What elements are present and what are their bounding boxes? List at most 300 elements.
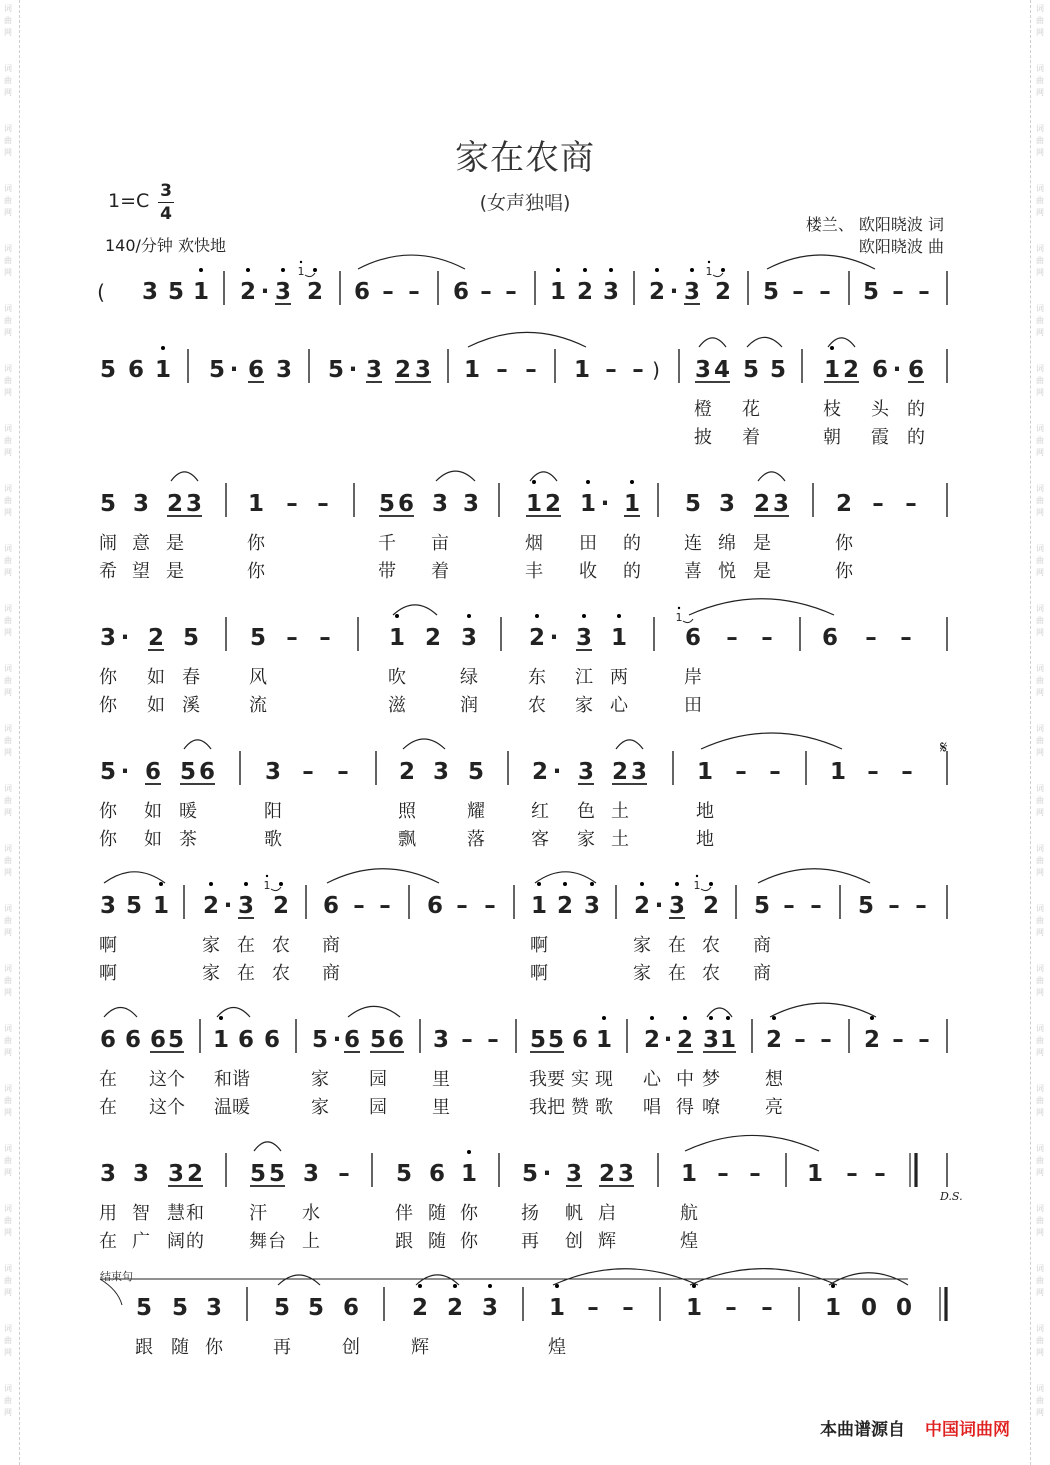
lyric-word: 再 xyxy=(521,1231,539,1252)
dot-mark: · xyxy=(542,1161,552,1187)
slur xyxy=(416,1275,459,1285)
lyric-word: 披 xyxy=(694,427,712,448)
note: 3 xyxy=(99,1161,117,1187)
lyric-word: 你 xyxy=(835,533,853,554)
lyric-word: 创 xyxy=(342,1337,360,1358)
note: 1 xyxy=(152,893,170,919)
note: 5 xyxy=(311,1027,329,1053)
dash-mark: – xyxy=(484,893,496,919)
note: 6 xyxy=(428,1161,446,1187)
lyric-word: 在 xyxy=(668,935,686,956)
watermark-char: 词 xyxy=(4,784,12,793)
dash-mark: – xyxy=(382,279,394,305)
watermark-char: 曲 xyxy=(4,436,12,445)
watermark-char: 词 xyxy=(1036,1264,1044,1273)
slur xyxy=(701,733,842,749)
watermark-char: 网 xyxy=(1036,328,1044,337)
note: 2 xyxy=(598,1161,616,1187)
dash-mark: – xyxy=(622,1295,634,1321)
watermark-char: 曲 xyxy=(1036,436,1044,445)
watermark-char: 曲 xyxy=(1036,136,1044,145)
dash-mark: – xyxy=(456,893,468,919)
dash-mark: – xyxy=(794,1027,806,1053)
dash-mark: – xyxy=(319,625,331,651)
composer-credit: 欧阳晓波 曲 xyxy=(858,237,944,256)
lyric-word: 悦 xyxy=(718,561,736,582)
note: 5 xyxy=(857,893,875,919)
note: 3 xyxy=(99,625,117,651)
lyric-word: 润 xyxy=(460,695,478,716)
note: 5 xyxy=(742,357,760,383)
note: 5 xyxy=(268,1161,286,1187)
watermark-char: 网 xyxy=(4,568,12,577)
watermark-char: 词 xyxy=(4,4,12,13)
note: 2 xyxy=(186,1161,204,1187)
lyric-word: 绿 xyxy=(460,667,478,688)
lyric-word: 客 xyxy=(531,829,549,850)
lyric-word: 你 xyxy=(460,1231,478,1252)
watermark-char: 网 xyxy=(4,808,12,817)
lyric-word: 现 xyxy=(595,1069,613,1090)
note: 3 xyxy=(431,491,449,517)
watermark-char: 网 xyxy=(1036,508,1044,517)
high-octave-dot xyxy=(609,268,613,272)
dot-mark: · xyxy=(552,759,562,785)
lyric-word: 头 xyxy=(871,399,889,420)
note: 3 xyxy=(132,1161,150,1187)
watermark-char: 曲 xyxy=(4,1156,12,1165)
watermark-char: 网 xyxy=(4,1228,12,1237)
lyric-word: 唱 xyxy=(643,1097,661,1118)
note: 1 xyxy=(696,759,714,785)
lyric-word: 耀 xyxy=(467,801,485,822)
ending-label: 结束句 xyxy=(100,1270,133,1283)
note: 2 xyxy=(394,357,412,383)
dash-mark: – xyxy=(846,1161,858,1187)
grace-high-dot xyxy=(696,875,698,877)
note: 5 xyxy=(467,759,485,785)
high-octave-dot xyxy=(395,614,399,618)
note: 3 xyxy=(702,1027,720,1053)
lyric-word: 上 xyxy=(302,1231,320,1252)
note: 2 xyxy=(147,625,165,651)
watermark-char: 曲 xyxy=(1036,16,1044,25)
grace-high-dot xyxy=(266,875,268,877)
lyric-word: 溪 xyxy=(182,695,200,716)
note: 5 xyxy=(125,893,143,919)
key-signature: 1=C xyxy=(108,190,150,212)
lyric-word: 你 xyxy=(99,801,117,822)
high-octave-dot xyxy=(209,882,213,886)
note: 1 xyxy=(680,1161,698,1187)
high-octave-dot xyxy=(709,882,713,886)
watermark-char: 曲 xyxy=(1036,856,1044,865)
dash-mark: – xyxy=(735,759,747,785)
watermark-char: 词 xyxy=(4,304,12,313)
lyric-word: 田 xyxy=(579,533,597,554)
slur xyxy=(348,1006,400,1017)
dash-mark: – xyxy=(286,625,298,651)
watermark-char: 网 xyxy=(1036,688,1044,697)
grace-note: 1 xyxy=(705,265,713,278)
lyric-word: 是 xyxy=(166,533,184,554)
note: 6 xyxy=(871,357,889,383)
dash-mark: – xyxy=(892,1027,904,1053)
lyric-word: 绵 xyxy=(718,533,736,554)
grace-note: 1 xyxy=(297,265,305,278)
slur xyxy=(747,337,782,347)
note: 1 xyxy=(212,1027,230,1053)
watermark-char: 词 xyxy=(1036,964,1044,973)
note: 5 xyxy=(208,357,226,383)
lyric-word: 在 xyxy=(237,935,255,956)
lyric-word: 枝 xyxy=(823,399,841,420)
lyric-word: 温暖 xyxy=(214,1097,250,1118)
slur xyxy=(690,1269,837,1285)
note: 5 xyxy=(395,1161,413,1187)
note: 3 xyxy=(481,1295,499,1321)
high-octave-dot xyxy=(563,882,567,886)
watermark-char: 词 xyxy=(1036,424,1044,433)
note: 5 xyxy=(378,491,396,517)
slur xyxy=(171,472,198,481)
lyric-word: 帆 xyxy=(565,1203,583,1224)
lyric-word: 园 xyxy=(369,1069,387,1090)
high-octave-dot xyxy=(246,268,250,272)
watermark-char: 曲 xyxy=(4,376,12,385)
lyric-word: 的 xyxy=(623,533,641,554)
note: 6 xyxy=(263,1027,281,1053)
note: 6 xyxy=(144,759,162,785)
watermark-char: 网 xyxy=(4,508,12,517)
note: 1 xyxy=(549,279,567,305)
note: 6 xyxy=(397,491,415,517)
note: 1 xyxy=(548,1295,566,1321)
lyricist-credit: 楼兰、 欧阳晓波 词 xyxy=(805,215,944,234)
note: 5 xyxy=(769,357,787,383)
note: 3 xyxy=(274,279,292,305)
dash-mark: – xyxy=(338,1161,350,1187)
watermark-char: 词 xyxy=(1036,184,1044,193)
note: 1 xyxy=(685,1295,703,1321)
watermark-char: 网 xyxy=(4,208,12,217)
lyric-word: 如 xyxy=(147,695,165,716)
lyric-word: 在 xyxy=(237,963,255,984)
note: 3 xyxy=(167,1161,185,1187)
watermark-char: 词 xyxy=(4,604,12,613)
watermark-char: 词 xyxy=(1036,1024,1044,1033)
dash-mark: – xyxy=(726,625,738,651)
watermark-char: 网 xyxy=(1036,748,1044,757)
lyric-word: 辉 xyxy=(411,1337,429,1358)
grace-slur xyxy=(701,887,711,891)
high-octave-dot xyxy=(655,268,659,272)
note: 5 xyxy=(99,491,117,517)
watermark-char: 网 xyxy=(4,268,12,277)
note: 6 xyxy=(198,759,216,785)
high-octave-dot xyxy=(418,1284,422,1288)
note: 3 xyxy=(602,279,620,305)
note: 1 xyxy=(806,1161,824,1187)
high-octave-dot xyxy=(583,268,587,272)
lyric-word: 千 xyxy=(378,533,396,554)
note: 2 xyxy=(446,1295,464,1321)
slur xyxy=(767,255,875,269)
note: 6 xyxy=(684,625,702,651)
high-octave-dot xyxy=(556,268,560,272)
high-octave-dot xyxy=(630,480,634,484)
watermark-char: 词 xyxy=(4,544,12,553)
lyric-word: 流 xyxy=(249,695,267,716)
dot-mark: · xyxy=(260,279,270,305)
note: 2 xyxy=(633,893,651,919)
dash-mark: – xyxy=(792,279,804,305)
lyric-word: 望 xyxy=(132,561,150,582)
watermark-char: 曲 xyxy=(1036,256,1044,265)
lyric-word: 伴 xyxy=(395,1203,413,1224)
note: 6 xyxy=(149,1027,167,1053)
lyric-word: 家 xyxy=(633,963,651,984)
note: 2 xyxy=(556,893,574,919)
watermark-char: 词 xyxy=(4,1264,12,1273)
lyric-word: 智 xyxy=(132,1203,150,1224)
lyric-word: 色 xyxy=(577,801,595,822)
lyric-word: 在 xyxy=(99,1069,117,1090)
lyric-word: 的 xyxy=(907,399,925,420)
slur xyxy=(828,338,855,347)
dash-mark: – xyxy=(769,759,781,785)
grace-high-dot xyxy=(708,261,710,263)
lyric-word: 你 xyxy=(99,667,117,688)
lyric-word: 地 xyxy=(696,801,714,822)
lyric-word: 煌 xyxy=(548,1337,566,1358)
lyric-word: 意 xyxy=(132,533,150,554)
lyric-word: 暖 xyxy=(179,801,197,822)
watermark-char: 网 xyxy=(4,688,12,697)
watermark-char: 网 xyxy=(4,868,12,877)
watermark-char: 曲 xyxy=(4,556,12,565)
watermark-char: 词 xyxy=(4,124,12,133)
watermark-char: 词 xyxy=(1036,784,1044,793)
watermark-char: 词 xyxy=(4,484,12,493)
lyric-word: 家 xyxy=(311,1097,329,1118)
note: 6 xyxy=(342,1295,360,1321)
watermark-char: 曲 xyxy=(4,676,12,685)
dash-mark: – xyxy=(901,759,913,785)
dot-mark: · xyxy=(892,357,902,383)
lyric-word: 照 xyxy=(398,801,416,822)
note: 6 xyxy=(821,625,839,651)
note: 5 xyxy=(529,1027,547,1053)
tempo-marking: 140/分钟 欢快地 xyxy=(105,236,227,255)
watermark-char: 词 xyxy=(4,904,12,913)
lyric-word: 和谐 xyxy=(214,1069,250,1090)
lyric-word: 闹 xyxy=(99,533,117,554)
dash-mark: – xyxy=(587,1295,599,1321)
note: 1 xyxy=(829,759,847,785)
lyric-word: 园 xyxy=(369,1097,387,1118)
lyric-word: 想 xyxy=(765,1069,783,1090)
note: 3 xyxy=(432,759,450,785)
lyric-word: 汗 xyxy=(249,1203,267,1224)
note: 3 xyxy=(365,357,383,383)
high-octave-dot xyxy=(313,268,317,272)
lyric-word: 农 xyxy=(702,935,720,956)
dash-mark: – xyxy=(761,625,773,651)
lyric-word: 你 xyxy=(247,561,265,582)
dot-mark: · xyxy=(549,625,559,651)
note: 2 xyxy=(411,1295,429,1321)
dot-mark: · xyxy=(654,893,664,919)
watermark-char: 曲 xyxy=(1036,676,1044,685)
note: 3 xyxy=(432,1027,450,1053)
watermark-char: 网 xyxy=(4,628,12,637)
lyric-word: 江 xyxy=(575,667,593,688)
watermark-char: 曲 xyxy=(1036,1096,1044,1105)
note: 5 xyxy=(167,1027,185,1053)
watermark-char: 曲 xyxy=(1036,1276,1044,1285)
high-octave-dot xyxy=(675,882,679,886)
high-octave-dot xyxy=(590,882,594,886)
lyric-word: 心 xyxy=(610,695,628,716)
lyric-word: 随 xyxy=(428,1231,446,1252)
dash-mark: – xyxy=(865,625,877,651)
watermark-char: 网 xyxy=(4,1048,12,1057)
lyric-word: 家 xyxy=(633,935,651,956)
grace-note: 1 xyxy=(675,611,683,624)
lyric-word: 红 xyxy=(531,801,549,822)
dash-mark: – xyxy=(918,279,930,305)
note: 1 xyxy=(530,893,548,919)
note: 1 xyxy=(579,491,597,517)
lyric-word: 阔 xyxy=(167,1231,185,1252)
high-octave-dot xyxy=(709,1016,713,1020)
watermark-char: 网 xyxy=(4,928,12,937)
lyric-word: 农 xyxy=(702,963,720,984)
lyric-word: 中 xyxy=(676,1069,694,1090)
note: 2 xyxy=(239,279,257,305)
note: 2 xyxy=(753,491,771,517)
note: 0 xyxy=(860,1295,878,1321)
watermark-char: 网 xyxy=(1036,448,1044,457)
dash-mark: – xyxy=(379,893,391,919)
watermark-char: 曲 xyxy=(1036,196,1044,205)
note: 3 xyxy=(205,1295,223,1321)
note: 2 xyxy=(398,759,416,785)
high-octave-dot xyxy=(535,614,539,618)
dot-mark: · xyxy=(120,625,130,651)
lyric-word: 跟 xyxy=(135,1337,153,1358)
dash-mark: – xyxy=(783,893,795,919)
watermark-char: 曲 xyxy=(4,316,12,325)
lyric-word: 舞 xyxy=(249,1231,267,1252)
watermark-char: 网 xyxy=(1036,1408,1044,1417)
watermark-char: 曲 xyxy=(4,1336,12,1345)
slur xyxy=(184,740,211,749)
footer-site-link[interactable]: 中国词曲网 xyxy=(925,1420,1010,1440)
lyric-word: 在 xyxy=(668,963,686,984)
lyric-word: 霞 xyxy=(871,427,889,448)
note: 4 xyxy=(713,357,731,383)
watermark-char: 曲 xyxy=(1036,1216,1044,1225)
watermark-char: 曲 xyxy=(1036,1156,1044,1165)
lyric-word: 希 xyxy=(99,561,117,582)
watermark-char: 词 xyxy=(1036,1384,1044,1393)
note: 2 xyxy=(611,759,629,785)
dash-mark: – xyxy=(725,1295,737,1321)
note: 1 xyxy=(460,1161,478,1187)
grace-note: 1 xyxy=(263,879,271,892)
watermark-char: 曲 xyxy=(1036,316,1044,325)
high-octave-dot xyxy=(279,882,283,886)
note: 1 xyxy=(623,491,641,517)
note: 5 xyxy=(753,893,771,919)
lyric-word: 橙 xyxy=(694,399,712,420)
dash-mark: – xyxy=(905,491,917,517)
slur xyxy=(104,872,165,883)
high-octave-dot xyxy=(467,614,471,618)
note: 3 xyxy=(617,1161,635,1187)
note: 3 xyxy=(275,357,293,383)
high-octave-dot xyxy=(830,346,834,350)
watermark-char: 网 xyxy=(4,748,12,757)
song-subtitle: (女声独唱) xyxy=(479,192,571,214)
high-octave-dot xyxy=(831,1284,835,1288)
watermark-char: 网 xyxy=(4,1108,12,1117)
note: 2 xyxy=(765,1027,783,1053)
watermark-char: 网 xyxy=(4,1168,12,1177)
watermark-char: 网 xyxy=(4,448,12,457)
dash-mark: – xyxy=(874,1161,886,1187)
note: 3 xyxy=(718,491,736,517)
watermark-char: 词 xyxy=(1036,724,1044,733)
lyric-word: 这个 xyxy=(149,1097,185,1118)
note: 6 xyxy=(247,357,265,383)
high-octave-dot xyxy=(219,1016,223,1020)
dot-mark: · xyxy=(120,759,130,785)
watermark-char: 词 xyxy=(4,844,12,853)
high-octave-dot xyxy=(683,1016,687,1020)
watermark-char: 曲 xyxy=(4,916,12,925)
slur xyxy=(758,869,870,883)
lyric-word: 的 xyxy=(186,1231,204,1252)
note: 1 xyxy=(192,279,210,305)
note: 5 xyxy=(99,759,117,785)
dash-mark: – xyxy=(761,1295,773,1321)
lyric-word: 我要 xyxy=(529,1069,565,1090)
lyric-word: 商 xyxy=(322,935,340,956)
lyric-word: 我把 xyxy=(529,1097,565,1118)
slur xyxy=(104,1008,137,1018)
lyric-word: 是 xyxy=(753,533,771,554)
high-octave-dot xyxy=(721,268,725,272)
watermark-char: 网 xyxy=(1036,1048,1044,1057)
lyric-word: 田 xyxy=(684,695,702,716)
dash-mark: – xyxy=(632,357,644,383)
dot-mark: · xyxy=(223,893,233,919)
lyric-word: 你 xyxy=(205,1337,223,1358)
high-octave-dot xyxy=(586,480,590,484)
watermark-char: 词 xyxy=(1036,244,1044,253)
watermark-char: 曲 xyxy=(1036,496,1044,505)
grace-high-dot xyxy=(300,261,302,263)
note: 1 xyxy=(525,491,543,517)
note: 1 xyxy=(824,1295,842,1321)
dash-mark: – xyxy=(819,279,831,305)
watermark-char: 网 xyxy=(1036,928,1044,937)
dash-mark: – xyxy=(892,279,904,305)
watermark-char: 词 xyxy=(1036,664,1044,673)
